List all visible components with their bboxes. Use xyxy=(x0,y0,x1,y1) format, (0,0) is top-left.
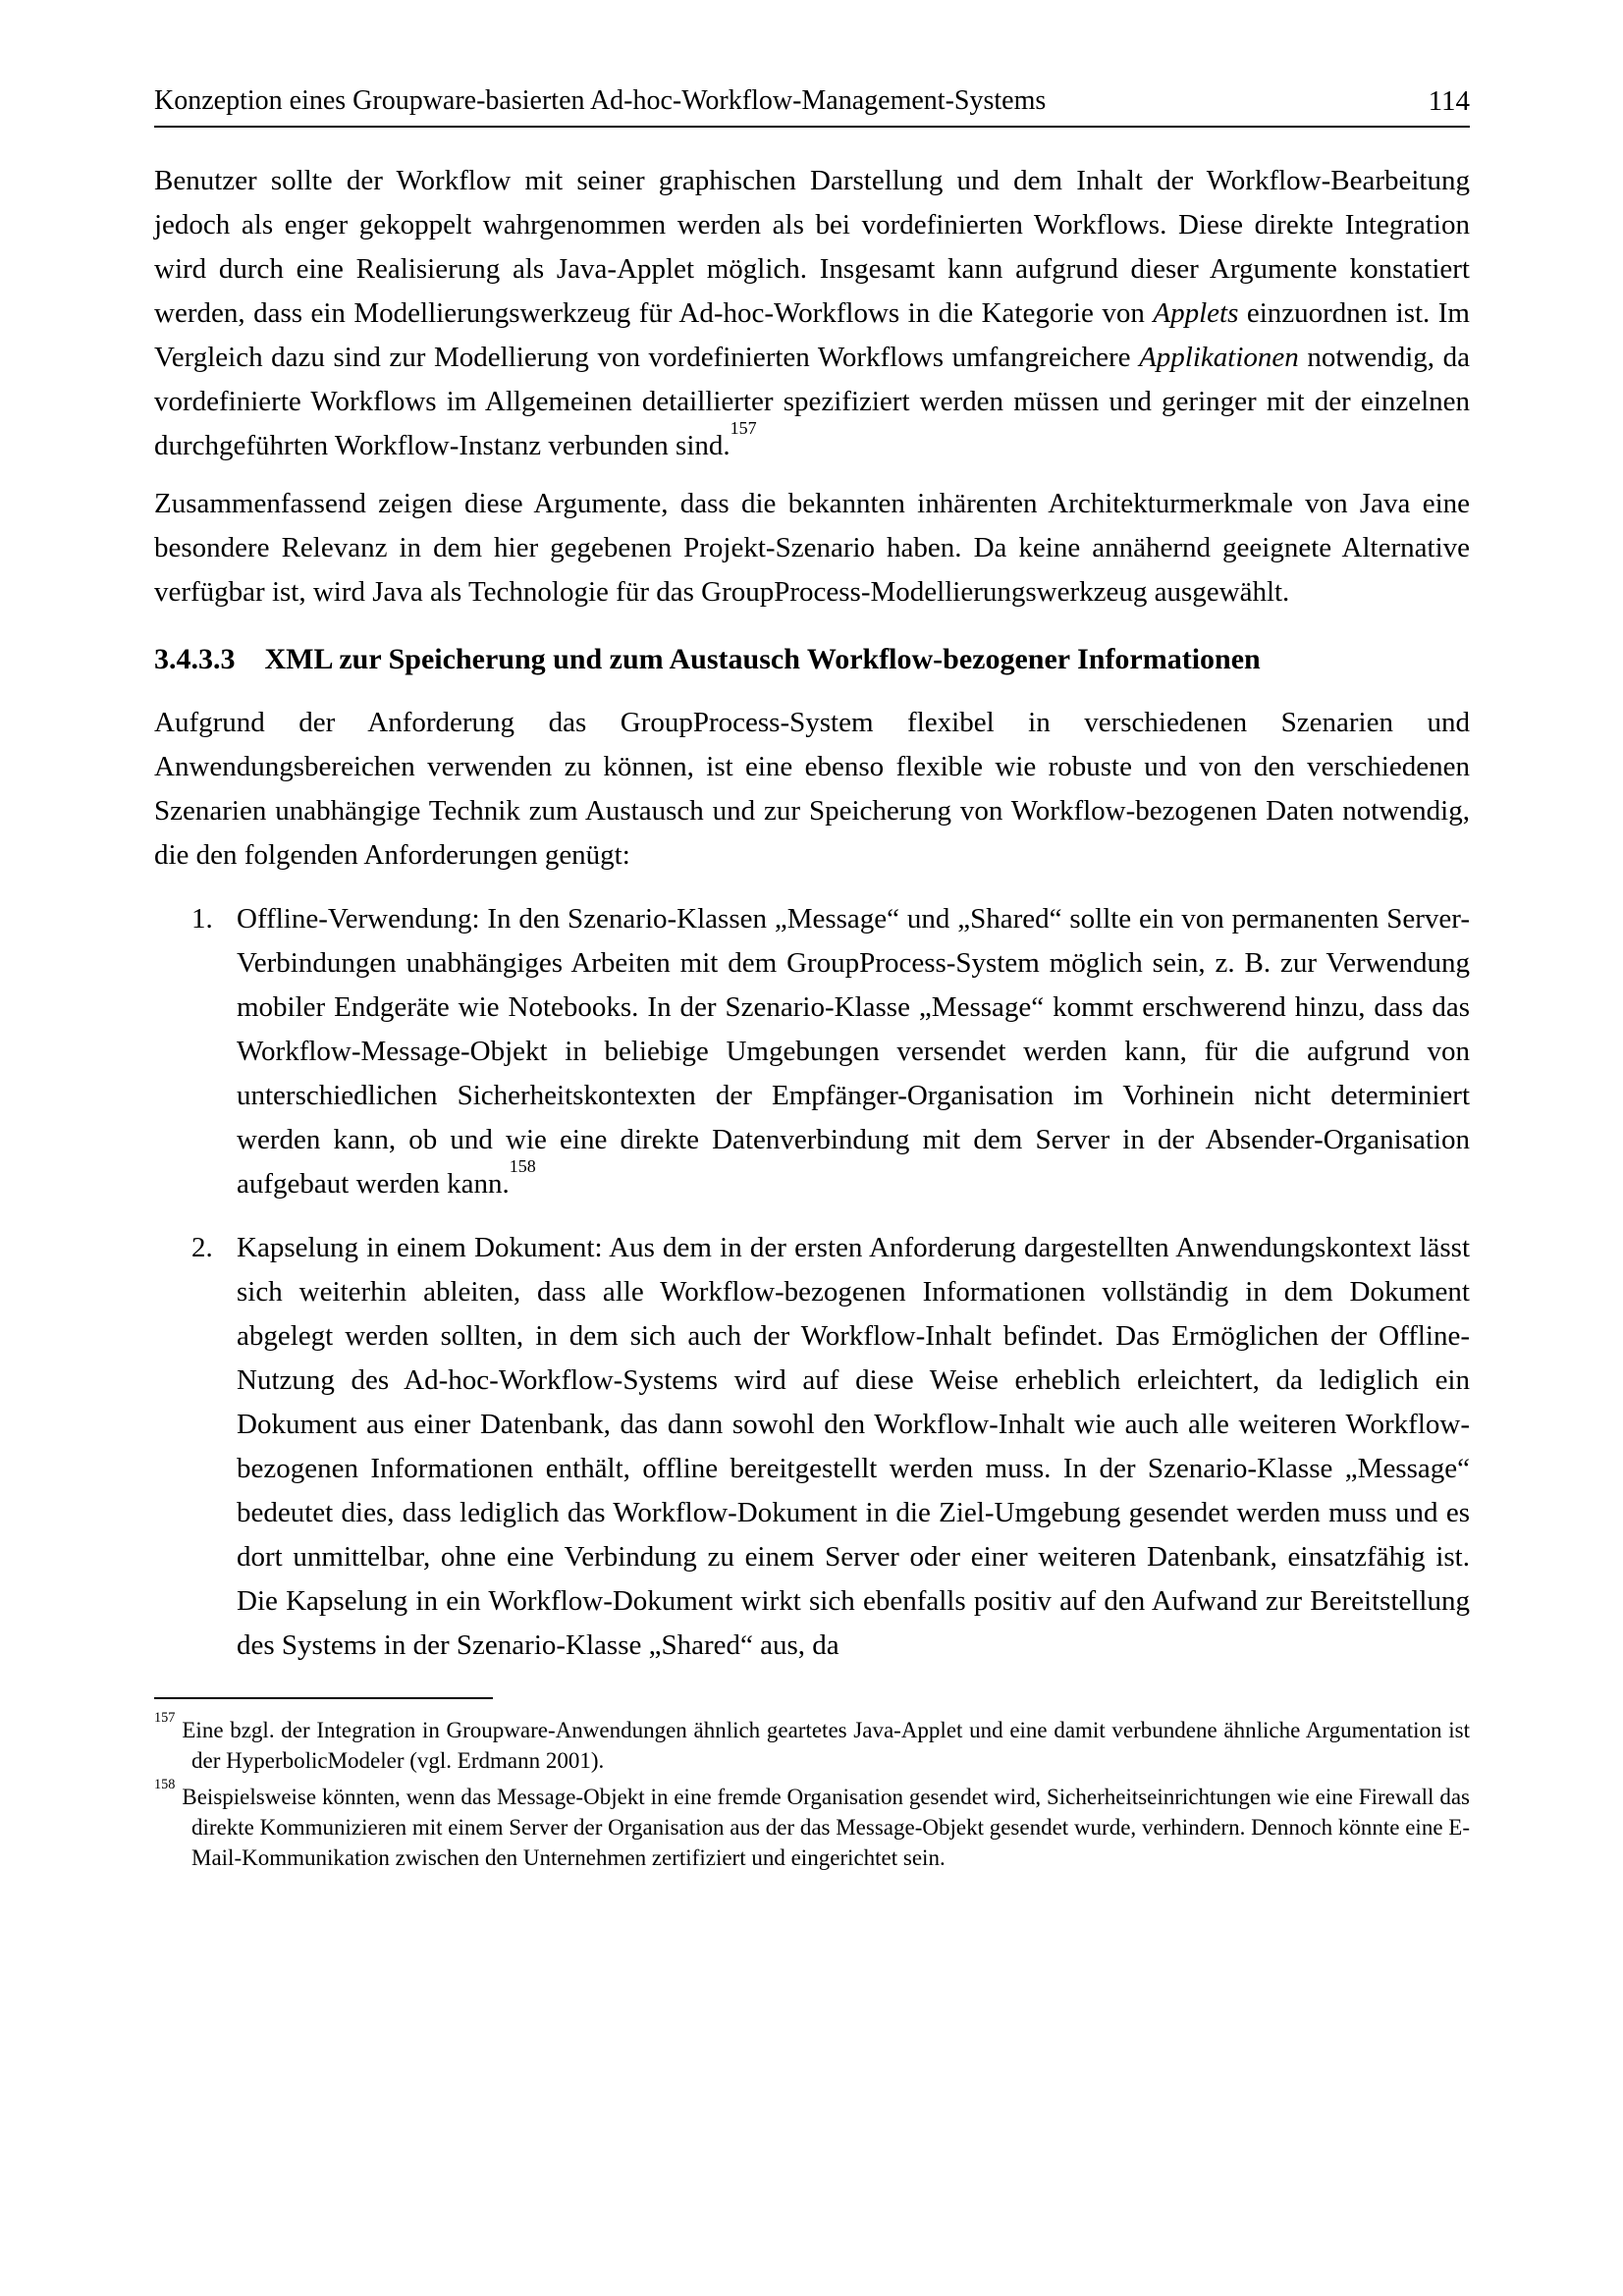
footnote-marker-158: 158 xyxy=(154,1776,176,1792)
footnote-area xyxy=(154,1697,1470,1873)
list-item-number: 1. xyxy=(191,903,213,934)
running-header-title: Konzeption eines Groupware-basierten Ad-hoc-Workflow-Management-Systems xyxy=(154,85,1047,116)
paragraph-applet-argument xyxy=(154,159,1470,468)
paragraph-text-segment: Kapselung in einem Dokument: Aus dem in der ersten Anforderung dargestellten Anwendungskontext lässt sich weiterhin ableiten, dass alle Workflow-bezogenen Informationen vollständig in dem Dokument abgelegt werden sollten, in dem sich auch der Workflow-Inhalt befindet. Das Ermöglichen der Offline-Nutzung des Ad-hoc-Workflow-Systems wird auf diese Weise erheblich erleichtert, da lediglich ein Dokument aus einer Datenbank, das dann sowohl den Workflow-Inhalt wie auch alle weiteren Workflow-bezogenen Informationen enthält, offline bereitgestellt werden muss. In der Szenario-Klasse „Message“ bedeutet dies, dass lediglich das Workflow-Dokument in die Ziel-Umgebung gesendet werden muss und es dort unmittelbar, ohne eine Verbindung zu einem Server oder einer weiteren Datenbank, einsatzfähig ist. Die Kapselung in ein Workflow-Dokument wirkt sich ebenfalls positiv auf den Aufwand zur Bereitstellung des Systems in der Szenario-Klasse „Shared“ aus, da xyxy=(237,1232,1470,1661)
section-heading xyxy=(154,640,1470,679)
footnote-157 xyxy=(154,1709,1470,1776)
italic-term-applets: Applets xyxy=(1153,297,1239,329)
paragraph-java-summary: Zusammenfassend zeigen diese Argumente, dass die bekannten inhärenten Architekturmerkmale von Java eine besondere Relevanz in dem hier gegebenen Projekt-Szenario haben. Da keine annähernd geeignete Alternative verfügbar ist, wird Java als Technologie für das GroupProcess-Modellierungswerkzeug ausgewählt. xyxy=(154,488,1470,608)
requirements-list xyxy=(154,897,1470,1668)
italic-term-applikationen: Applikationen xyxy=(1139,342,1299,373)
paragraph-text-segment: einzuordnen ist. Im Vergleich dazu sind zur Modellierung von vordefinierten Workflows umfangreichere xyxy=(154,297,1470,373)
footnote-158 xyxy=(154,1776,1470,1873)
paragraph-xml-intro: Aufgrund der Anforderung das GroupProcess-System flexibel in verschiedenen Szenarien und Anwendungsbereichen verwenden zu können, ist eine ebenso flexible wie robuste und von den verschiedenen Szenarien unabhängige Technik zum Austausch und zur Speicherung von Workflow-bezogenen Daten notwendig, die den folgenden Anforderungen genügt: xyxy=(154,707,1470,871)
footnote-text: Eine bzgl. der Integration in Groupware-Anwendungen ähnlich geartetes Java-Applet und eine damit verbundene ähnliche Argumentation ist der HyperbolicModeler (vgl. Erdmann 2001). xyxy=(182,1718,1470,1773)
list-item-offline-verwendung xyxy=(191,897,1470,1206)
page-header xyxy=(154,84,1470,128)
section-number: 3.4.3.3 xyxy=(154,643,236,675)
paragraph-text-segment: Benutzer sollte der Workflow mit seiner graphischen Darstellung und dem Inhalt der Workflow-Bearbeitung jedoch als enger gekoppelt wahrgenommen werden als bei vordefinierten Workflows. Diese direkte Integration wird durch eine Realisierung als Java-Applet möglich. Insgesamt kann aufgrund dieser Argumente konstatiert werden, dass ein Modellierungswerkzeug für Ad-hoc-Workflows in die Kategorie von xyxy=(154,165,1470,329)
paragraph-text-segment: Offline-Verwendung: In den Szenario-Klassen „Message“ und „Shared“ sollte ein von permanenten Server-Verbindungen unabhängiges Arbeiten mit dem GroupProcess-System möglich sein, z. B. zur Verwendung mobiler Endgeräte wie Notebooks. In der Szenario-Klasse „Message“ kommt erschwerend hinzu, dass das Workflow-Message-Objekt in beliebige Umgebungen versendet werden kann, für die aufgrund von unterschiedlichen Sicherheitskontexten der Empfänger-Organisation im Vorhinein nicht determiniert werden kann, ob und wie eine direkte Datenverbindung mit dem Server in der Absender-Organisation aufgebaut werden kann. xyxy=(237,903,1470,1200)
list-item-number: 2. xyxy=(191,1232,213,1263)
footnote-text: Beispielsweise könnten, wenn das Message-Objekt in eine fremde Organisation gesendet wird, Sicherheitseinrichtungen wie eine Firewall das direkte Kommunizieren mit einem Server der Organisation aus der das Message-Objekt gesendet wurde, verhindern. Dennoch könnte eine E-Mail-Kommunikation zwischen den Unternehmen zertifiziert und eingerichtet sein. xyxy=(182,1785,1470,1870)
paragraph-text-segment: notwendig, da vordefinierte Workflows im Allgemeinen detaillierter spezifiziert werden müssen und geringer mit der einzelnen durchgeführten Workflow-Instanz verbunden sind. xyxy=(154,342,1470,461)
list-item-kapselung xyxy=(191,1226,1470,1668)
footnote-ref-157: 157 xyxy=(730,418,757,439)
footnote-marker-157: 157 xyxy=(154,1709,176,1726)
footnote-separator xyxy=(154,1697,493,1699)
page-body xyxy=(154,159,1470,1668)
list-item-text xyxy=(237,1226,1470,1668)
section-title: XML zur Speicherung und zum Austausch Workflow-bezogener Informationen xyxy=(264,643,1261,675)
page-number: 114 xyxy=(1428,85,1470,117)
footnote-ref-158: 158 xyxy=(509,1156,536,1177)
list-item-text xyxy=(237,897,1470,1206)
